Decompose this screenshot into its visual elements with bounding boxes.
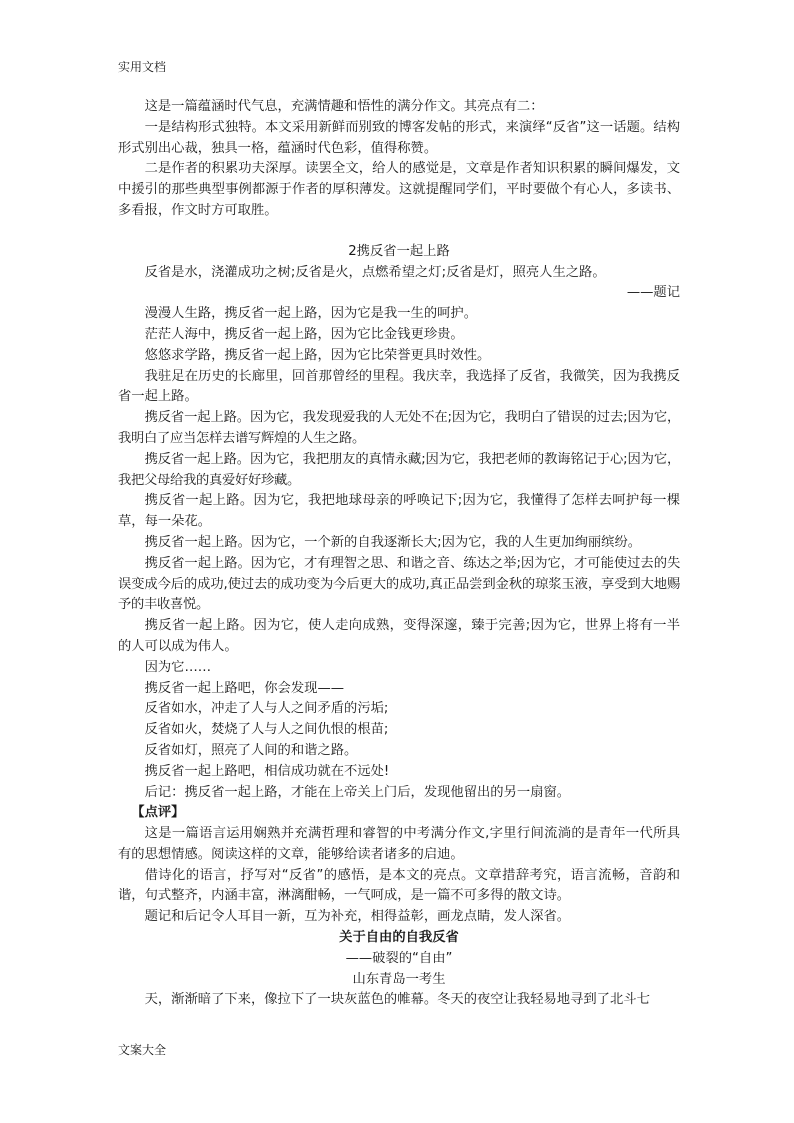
paragraph: 携反省一起上路。因为它，我把朋友的真情永藏;因为它，我把老师的教诲铭记于心;因为它，我把父母给我的真爱好好珍藏。 [118,451,680,488]
page-header: 实用文档 [118,60,167,74]
paragraph: 反省如灯，照亮了人间的和谐之路。 [144,742,358,758]
paragraph: 因为它…… [144,659,212,675]
paragraph: 借诗化的语言，抒写对“反省”的感悟，是本文的亮点。文章措辞考究，语言流畅，音韵和谐，句式整齐，内涵丰富，淋漓酣畅，一气呵成，是一篇不可多得的散文诗。 [118,867,680,904]
essay-author: 山东青岛一考生 [352,971,446,987]
paragraph: 天，渐渐暗了下来，像拉下了一块灰蓝色的帷幕。冬天的夜空让我轻易地寻到了北斗七 [144,992,650,1008]
paragraph: 一是结构形式独特。本文采用新鲜而别致的博客发帖的形式，来演绎“反省”这一话题。结构形式别出心裁，独具一格，蕴涵时代色彩，值得称赞。 [118,119,680,156]
paragraph: 茫茫人海中，携反省一起上路，因为它比金钱更珍贵。 [144,326,464,342]
paragraph: 携反省一起上路吧，你会发现—— [144,680,345,696]
epigraph: 反省是水，浇灌成功之树;反省是火，点燃希望之灯;反省是灯，照亮人生之路。 [144,264,606,280]
paragraph: 携反省一起上路。因为它，才有理智之思、和谐之音、练达之举;因为它，才可能使过去的失误变成今后的成功,使过去的成功变为今后更大的成功,真正品尝到金秋的琼浆玉液，享受到大地赐予的丰收喜悦。 [118,555,680,613]
paragraph: 携反省一起上路。因为它，我发现爱我的人无处不在;因为它，我明白了错误的过去;因为它，我明白了应当怎样去谱写辉煌的人生之路。 [118,410,680,446]
paragraph: 携反省一起上路吧，相信成功就在不远处! [144,763,390,779]
paragraph: 二是作者的积累功夫深厚。读罢全文，给人的感觉是，文章是作者知识积累的瞬间爆发，文中援引的那些典型事例都源于作者的厚积薄发。这就提醒同学们，平时要做个有心人，多读书、多看报，作文时方可取胜。 [118,161,680,218]
paragraph: 携反省一起上路。因为它，一个新的自我逐渐长大;因为它，我的人生更加绚丽缤纷。 [144,534,642,550]
paragraph: 反省如火，焚烧了人与人之间仇恨的根苗; [144,722,389,738]
essay-title: 关于自由的自我反省 [339,930,459,946]
paragraph: 后记：携反省一起上路，才能在上帝关上门后，发现他留出的另一扇窗。 [144,784,571,800]
comment-label: 【点评】 [131,805,185,821]
paragraph: 悠悠求学路，携反省一起上路，因为它比荣誉更具时效性。 [144,347,491,363]
paragraph: 这是一篇蕴涵时代气息，充满情趣和悟性的满分作文。其亮点有二： [144,99,544,114]
epigraph-label: ——题记 [626,285,680,301]
essay-title: 2携反省一起上路 [348,243,450,259]
document-body [118,97,680,1011]
page-footer: 文案大全 [118,1043,167,1057]
essay-subtitle: ——破裂的“自由” [345,950,453,966]
paragraph: 携反省一起上路。因为它，我把地球母亲的呼唤记下;因为它，我懂得了怎样去呵护每一棵草，每一朵花。 [118,493,680,530]
paragraph: 携反省一起上路。因为它，使人走向成熟，变得深邃，臻于完善;因为它，世界上将有一半的人可以成为伟人。 [118,618,680,654]
paragraph: 反省如水，冲走了人与人之间矛盾的污垢; [144,701,389,717]
paragraph: 漫漫人生路，携反省一起上路，因为它是我一生的呵护。 [144,306,478,322]
paragraph: 这是一篇语言运用娴熟并充满哲理和睿智的中考满分作文,字里行间流淌的是青年一代所具有的思想情感。阅读这样的文章，能够给读者诸多的启迪。 [118,826,680,862]
paragraph: 我驻足在历史的长廊里，回首那曾经的里程。我庆幸，我选择了反省，我微笑，因为我携反省一起上路。 [118,368,680,405]
paragraph: 题记和后记令人耳目一新，互为补充，相得益彰，画龙点睛，发人深省。 [144,909,571,925]
